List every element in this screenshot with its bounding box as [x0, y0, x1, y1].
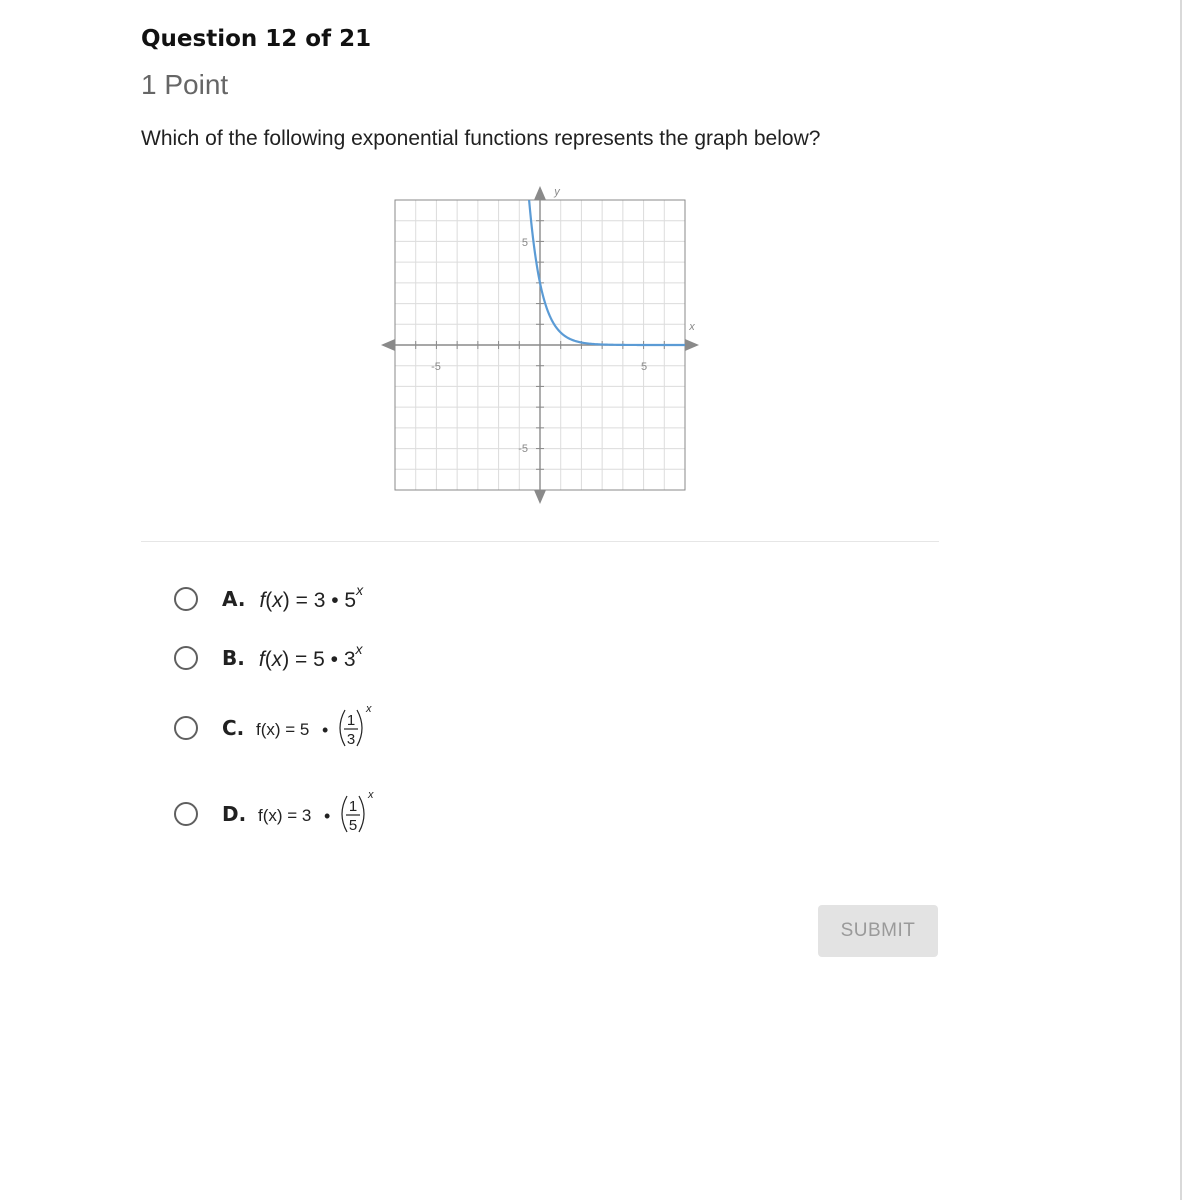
divider — [141, 541, 939, 542]
y-axis-label: y — [554, 186, 560, 198]
choice-d-expression — [258, 784, 398, 844]
choice-a[interactable] — [174, 569, 363, 629]
y-tick-label-5: 5 — [521, 237, 528, 249]
choice-b-expression: f(x) = 5 • 3$^x$ — [258, 640, 363, 671]
choice-c-letter: C. — [222, 716, 245, 740]
choice-b-letter: B. — [222, 646, 245, 670]
choice-a-letter: A. — [222, 587, 246, 611]
svg-text:•: • — [324, 806, 331, 826]
y-axis-arrow-up — [534, 186, 546, 200]
choice-d[interactable] — [174, 784, 398, 844]
svg-text:•: • — [322, 720, 329, 740]
svg-text:3: 3 — [347, 731, 356, 748]
choice-c-radio[interactable] — [174, 716, 198, 740]
question-points: 1 Point — [141, 69, 229, 100]
svg-text:5: 5 — [349, 817, 358, 834]
x-tick-label-neg5: -5 — [431, 361, 441, 373]
x-axis-label: x — [689, 321, 695, 333]
y-tick-label-neg5: -5 — [518, 443, 528, 455]
svg-text:f(x) = 3: f(x) = 3 — [258, 806, 312, 825]
svg-text:x: x — [366, 703, 372, 715]
exponential-curve — [529, 200, 685, 345]
svg-text:1: 1 — [347, 712, 356, 729]
choice-c[interactable] — [174, 698, 396, 758]
svg-text:f(x) = 5: f(x) = 5 — [256, 720, 310, 739]
choice-c-expression — [256, 698, 396, 758]
submit-button[interactable]: SUBMIT — [818, 905, 938, 957]
x-tick-label-5: 5 — [640, 361, 648, 373]
choice-d-letter: D. — [222, 802, 247, 826]
svg-text:x: x — [368, 789, 374, 801]
svg-text:1: 1 — [349, 798, 358, 815]
choice-a-radio[interactable] — [174, 587, 198, 611]
x-axis-arrow-right — [685, 339, 699, 351]
question-prompt: Which of the following exponential functions represents the graph below? — [141, 127, 821, 150]
x-axis-arrow-left — [381, 339, 395, 351]
choice-b[interactable] — [174, 628, 363, 688]
question-number: Question 12 of 21 — [141, 26, 372, 52]
function-graph — [375, 180, 705, 510]
choice-b-radio[interactable] — [174, 646, 198, 670]
choice-d-radio[interactable] — [174, 802, 198, 826]
choice-a-expression: f(x) = 3 • 5$^x$ — [259, 581, 364, 612]
y-axis-arrow-down — [534, 490, 546, 504]
page-edge — [1180, 0, 1182, 1200]
